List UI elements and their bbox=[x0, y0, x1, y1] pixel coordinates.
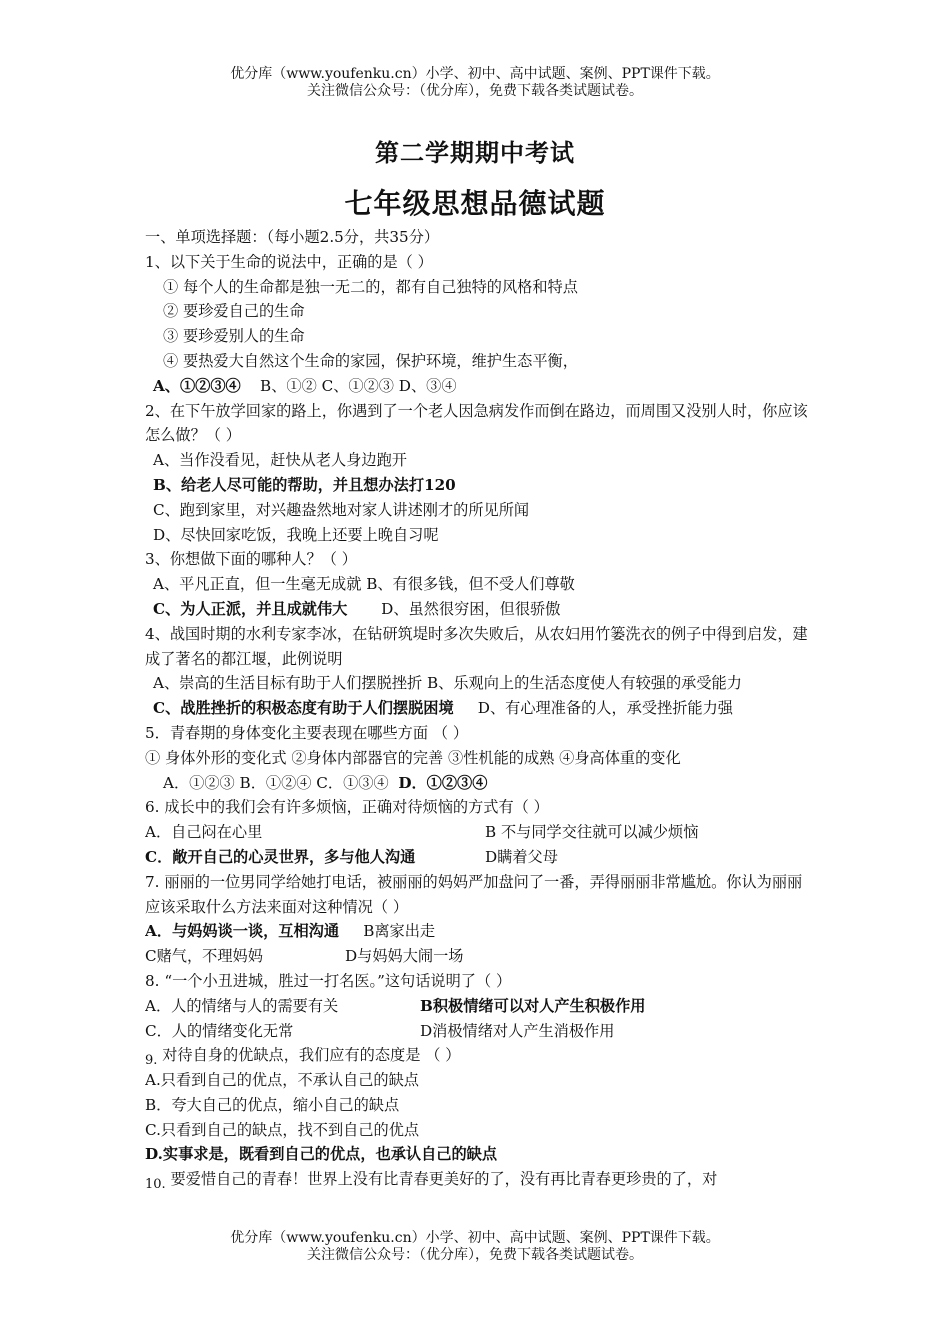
q7-option-c: C赌气，不理妈妈 bbox=[145, 947, 263, 966]
q7-option-ab bbox=[145, 919, 815, 944]
q9-stem: 对待自身的优缺点，我们应有的态度是 （ ） bbox=[157, 1046, 461, 1065]
q2-stem: 2、在下午放学回家的路上，你遇到了一个老人因急病发作而倒在路边，而周围又没别人时，你应该怎么做？（ ） bbox=[145, 401, 808, 445]
q4-option-c: C、战胜挫折的积极态度有助于人们摆脱困境 bbox=[153, 699, 454, 718]
q9-option-c: C.只看到自己的缺点，找不到自己的优点 bbox=[145, 1120, 420, 1139]
q7-option-a: A．与妈妈谈一谈，互相沟通 bbox=[145, 922, 340, 941]
q4-option-cd bbox=[145, 696, 815, 721]
q2-option-c: C、跑到家里，对兴趣盎然地对家人讲述刚才的所见所闻 bbox=[153, 500, 530, 519]
q3-option-d: D、虽然很穷困，但很骄傲 bbox=[381, 599, 561, 618]
q6-option-ab bbox=[145, 820, 815, 845]
q7-option-d: D与妈妈大闹一场 bbox=[345, 947, 464, 966]
section-heading: 一、单项选择题：（每小题2.5分，共35分） bbox=[145, 228, 440, 246]
q9-option-b: B．夸大自己的优点，缩小自己的缺点 bbox=[145, 1095, 400, 1114]
q6-option-b: B 不与同学交往就可以减少烦恼 bbox=[485, 823, 699, 842]
q5-answer: D．①②③④ bbox=[398, 773, 488, 792]
q9-option-a: A.只看到自己的优点，不承认自己的缺点 bbox=[145, 1071, 419, 1090]
q6-option-cd bbox=[145, 845, 815, 870]
q1-other-options: B、①② C、①②③ D、③④ bbox=[260, 376, 457, 395]
q3-stem: 3、你想做下面的哪种人？（ ） bbox=[145, 550, 357, 569]
q3-option-cd bbox=[145, 597, 815, 622]
q1-options bbox=[145, 374, 815, 399]
q5-other-options: A．①②③ B．①②④ C．①③④ bbox=[163, 773, 389, 792]
q5-items: ① 身体外形的变化式 ②身体内部器官的完善 ③性机能的成熟 ④身高体重的变化 bbox=[145, 748, 681, 767]
q6-option-d: D瞒着父母 bbox=[485, 847, 558, 866]
page-header bbox=[0, 66, 950, 100]
q5-stem: 5．青春期的身体变化主要表现在哪些方面 （ ） bbox=[145, 723, 469, 742]
page-footer bbox=[0, 1230, 950, 1264]
header-line-2: 关注微信公众号：（优分库），免费下载各类试题试卷。 bbox=[307, 83, 643, 99]
q6-option-a: A．自己闷在心里 bbox=[145, 823, 263, 842]
q8-option-b: B积极情绪可以对人产生积极作用 bbox=[420, 996, 646, 1015]
question-body bbox=[145, 225, 815, 1192]
q2-option-d: D、尽快回家吃饭，我晚上还要上晚自习呢 bbox=[153, 525, 439, 544]
q3-option-ab: A、平凡正直，但一生毫无成就 B、有很多钱，但不受人们尊敬 bbox=[153, 575, 575, 594]
q10-stem-line bbox=[145, 1167, 815, 1192]
q1-item-2: ② 要珍爱自己的生命 bbox=[163, 302, 305, 321]
q1-item-1: ① 每个人的生命都是独一无二的，都有自己独特的风格和特点 bbox=[163, 277, 578, 296]
q8-option-cd bbox=[145, 1019, 815, 1044]
q7-option-cd bbox=[145, 944, 815, 969]
q3-option-c: C、为人正派，并且成就伟大 bbox=[153, 599, 348, 618]
exam-title: 第二学期期中考试 bbox=[375, 138, 575, 167]
q6-stem: 6. 成长中的我们会有许多烦恼，正确对待烦恼的方式有（ ） bbox=[145, 798, 549, 817]
q1-item-4: ④ 要热爱大自然这个生命的家园，保护环境，维护生态平衡， bbox=[163, 351, 578, 370]
q10-number: 10. bbox=[145, 1177, 166, 1193]
q1-stem: 1、以下关于生命的说法中，正确的是（ ） bbox=[145, 252, 433, 271]
q7-stem: 7. 丽丽的一位男同学给她打电话，被丽丽的妈妈严加盘问了一番，弄得丽丽非常尴尬。你认为丽丽应该采取什么方法来面对这种情况（ ） bbox=[145, 872, 803, 916]
q7-option-b: B离家出走 bbox=[363, 922, 436, 941]
q9-number: 9. bbox=[145, 1053, 158, 1069]
q4-option-d: D、有心理准备的人，承受挫折能力强 bbox=[477, 699, 733, 718]
q9-option-d: D.实事求是，既看到自己的优点，也承认自己的缺点 bbox=[145, 1145, 498, 1164]
q8-option-a: A．人的情绪与人的需要有关 bbox=[145, 996, 339, 1015]
q8-stem: 8. “一个小丑进城，胜过一打名医。”这句话说明了（ ） bbox=[145, 971, 512, 990]
q2-option-b: B、给老人尽可能的帮助，并且想办法打120 bbox=[153, 475, 456, 494]
footer-line-2: 关注微信公众号：（优分库），免费下载各类试题试卷。 bbox=[307, 1247, 643, 1263]
q4-stem: 4、战国时期的水利专家李冰，在钻研筑堤时多次失败后，从农妇用竹篓洗衣的例子中得到启发，建成了著名的都江堰，此例说明 bbox=[145, 624, 808, 668]
q8-option-ab bbox=[145, 994, 815, 1019]
q4-option-ab: A、崇高的生活目标有助于人们摆脱挫折 B、乐观向上的生活态度使人有较强的承受能力 bbox=[153, 674, 742, 693]
q8-option-c: C．人的情绪变化无常 bbox=[145, 1021, 294, 1040]
q2-option-a: A、当作没看见，赶快从老人身边跑开 bbox=[153, 451, 407, 470]
q6-option-c: C．敞开自己的心灵世界，多与他人沟通 bbox=[145, 847, 416, 866]
q1-item-3: ③ 要珍爱别人的生命 bbox=[163, 327, 305, 346]
header-line-1: 优分库（www.youfenku.cn）小学、初中、高中试题、案例、PPT课件下载。 bbox=[230, 66, 720, 82]
footer-line-1: 优分库（www.youfenku.cn）小学、初中、高中试题、案例、PPT课件下载。 bbox=[230, 1230, 720, 1246]
exam-subtitle: 七年级思想品德试题 bbox=[344, 187, 606, 220]
q8-option-d: D消极情绪对人产生消极作用 bbox=[420, 1021, 615, 1040]
q9-stem-line bbox=[145, 1043, 815, 1068]
q10-stem: 要爱惜自己的青春！世界上没有比青春更美好的了，没有再比青春更珍贵的了，对 bbox=[165, 1170, 718, 1189]
q5-options bbox=[145, 771, 815, 796]
q1-answer: A、①②③④ bbox=[153, 376, 241, 395]
